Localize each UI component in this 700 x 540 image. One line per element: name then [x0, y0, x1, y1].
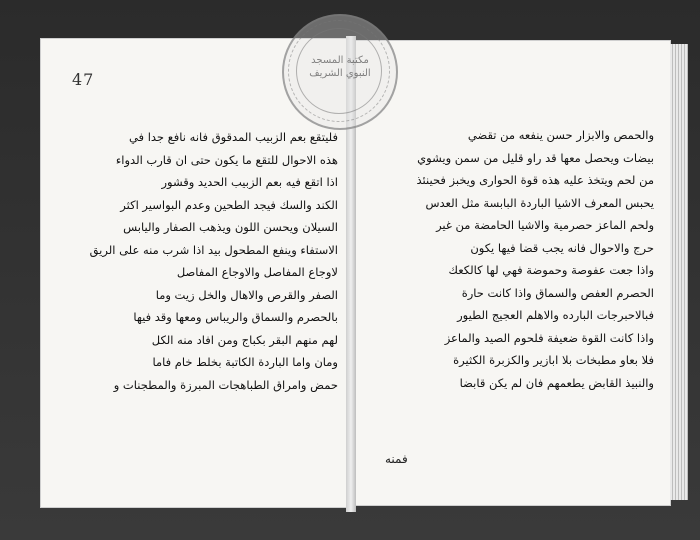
text-line: واذا كانت القوة ضعيفة فلحوم الصيد والماعز	[444, 330, 654, 345]
text-line: واذا جعت عفوصة وحموضة فهي لها كالكعك	[448, 263, 654, 277]
page-edges	[670, 44, 688, 500]
text-line: لهم منهم البقر بكباج ومن افاد منه الكل	[151, 332, 338, 347]
text-line: حمض وامراق الطباهجات المبرزة والمطجنات و	[113, 377, 338, 392]
text-line: من لحم ويتخذ عليه هذه قوة الحوارى ويخبز فحينئذ	[416, 173, 654, 187]
text-line: بيضات ويحصل معها قد راو قليل من سمن ويشوي	[417, 150, 654, 165]
catchword: فمنه	[385, 452, 408, 466]
text-line: الصفر والقرص والاهال والخل زيت وما	[155, 287, 338, 302]
text-line: السيلان ويحسن اللون ويذهب الصفار واليابس	[123, 220, 338, 234]
text-line: ولحم الماعز حصرمية والاشيا الحامضة من غير	[436, 218, 654, 232]
text-line: فبالاحبرجات البارده والاهلم العجيج الطيور	[457, 308, 654, 322]
text-line: لاوجاع المفاصل والاوجاع المفاصل	[176, 265, 338, 279]
left-page-text	[89, 126, 338, 396]
right-page-text	[384, 124, 654, 394]
text-line: حرج والاحوال فانه يجب قضا فيها يكون	[470, 240, 654, 255]
text-line: والحمص والابزار حسن ينفعه من تقضي	[467, 128, 654, 142]
text-line: الكند والسك فيجد الطحين وعدم البواسير اكثر	[120, 197, 338, 212]
seal-text: مكتبة المسجد النبوي الشريف	[309, 55, 371, 79]
text-line: بالحصرم والسماق والريباس ومعها وقد فيها	[133, 310, 338, 324]
text-line: والنبيذ القابض يطعمهم فان لم يكن قابضا	[459, 375, 654, 390]
text-line: يحبس المعرف الاشيا الباردة البابسة مثل العدس	[425, 195, 654, 210]
text-line: اذا اتقع فيه بعم الزبيب الحديد وقشور	[161, 175, 338, 189]
text-line: فلا بعاو مطبخات بلا ابازير والكزبرة الكثيرة	[453, 353, 654, 367]
text-line: ومان واما الباردة الكاتبة بخلط خام فاما	[152, 355, 338, 369]
page-number: 47	[72, 70, 95, 89]
library-seal-icon	[282, 14, 398, 130]
text-line: الاستفاء وينفع المطحول بيد اذا شرب منه على الريق	[89, 242, 338, 257]
text-line: هذه الاحوال للتقع ما يكون حتى ان قارب الدواء	[115, 152, 338, 167]
text-line: الحصرم العفص والسماق واذا كانت حارة	[461, 285, 654, 300]
text-line: فليتقع بعم الزبيب المدقوق فانه نافع جدا في	[128, 130, 338, 144]
